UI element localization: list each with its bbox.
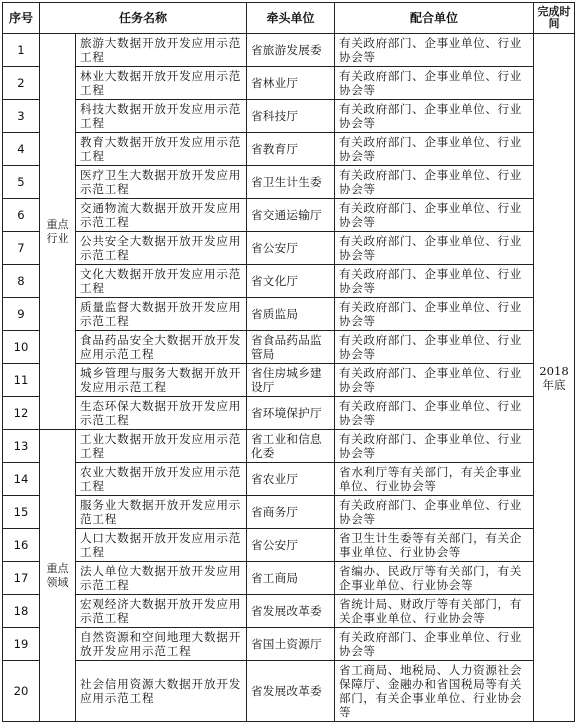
row-lead: 省教育厅 <box>247 133 335 166</box>
table-row <box>3 331 575 364</box>
row-no: 14 <box>3 463 40 496</box>
row-coop: 有关政府部门、企事业单位、行业协会等 <box>335 265 534 298</box>
row-coop: 有关政府部门、企事业单位、行业协会等 <box>335 199 534 232</box>
row-lead: 省国土资源厅 <box>247 628 335 661</box>
header-task: 任务名称 <box>40 3 247 34</box>
header-lead: 牵头单位 <box>247 3 335 34</box>
row-task: 农业大数据开放开发应用示范工程 <box>76 463 247 496</box>
table-row <box>3 397 575 430</box>
row-lead: 省环境保护厅 <box>247 397 335 430</box>
task-table <box>2 2 575 722</box>
row-no: 9 <box>3 298 40 331</box>
table-row <box>3 463 575 496</box>
table-row <box>3 100 575 133</box>
table-row <box>3 364 575 397</box>
row-task: 旅游大数据开放开发应用示范工程 <box>76 34 247 67</box>
row-task: 社会信用资源大数据开放开发应用示范工程 <box>76 661 247 722</box>
table-row <box>3 166 575 199</box>
row-no: 8 <box>3 265 40 298</box>
row-task: 自然资源和空间地理大数据开放开发应用示范工程 <box>76 628 247 661</box>
row-task: 林业大数据开放开发应用示范工程 <box>76 67 247 100</box>
row-lead: 省发展改革委 <box>247 661 335 722</box>
row-coop: 有关政府部门、企事业单位、行业协会等 <box>335 331 534 364</box>
row-no: 15 <box>3 496 40 529</box>
table-row <box>3 430 575 463</box>
row-no: 7 <box>3 232 40 265</box>
row-lead: 省公安厅 <box>247 529 335 562</box>
row-task: 公共安全大数据开放开发应用示范工程 <box>76 232 247 265</box>
row-task: 工业大数据开放开发应用示范工程 <box>76 430 247 463</box>
row-no: 12 <box>3 397 40 430</box>
header-no: 序号 <box>3 3 40 34</box>
row-task: 法人单位大数据开放开发应用示范工程 <box>76 562 247 595</box>
row-lead: 省发展改革委 <box>247 595 335 628</box>
row-task: 医疗卫生大数据开放开发应用示范工程 <box>76 166 247 199</box>
row-coop: 省编办、民政厅等有关部门，有关企事业单位、行业协会等 <box>335 562 534 595</box>
row-lead: 省文化厅 <box>247 265 335 298</box>
row-no: 3 <box>3 100 40 133</box>
table-row <box>3 265 575 298</box>
row-coop: 省水利厅等有关部门，有关企事业单位、行业协会等 <box>335 463 534 496</box>
row-coop: 有关政府部门、企事业单位、行业协会等 <box>335 628 534 661</box>
row-lead: 省科技厅 <box>247 100 335 133</box>
row-lead: 省工商局 <box>247 562 335 595</box>
row-lead: 省住房城乡建设厅 <box>247 364 335 397</box>
row-no: 20 <box>3 661 40 722</box>
header-time: 完成时间 <box>534 3 575 34</box>
row-coop: 有关政府部门、企事业单位、行业协会等 <box>335 100 534 133</box>
row-lead: 省林业厅 <box>247 67 335 100</box>
table-container <box>2 2 575 722</box>
row-coop: 有关政府部门、企事业单位、行业协会等 <box>335 232 534 265</box>
row-lead: 省质监局 <box>247 298 335 331</box>
row-coop: 有关政府部门、企事业单位、行业协会等 <box>335 496 534 529</box>
table-row <box>3 529 575 562</box>
group-label: 重点领域 <box>40 430 76 722</box>
row-task: 质量监督大数据开放开发应用示范工程 <box>76 298 247 331</box>
row-lead: 省工业和信息化委 <box>247 430 335 463</box>
row-no: 17 <box>3 562 40 595</box>
table-row <box>3 232 575 265</box>
row-task: 科技大数据开放开发应用示范工程 <box>76 100 247 133</box>
row-coop: 有关政府部门、企事业单位、行业协会等 <box>335 67 534 100</box>
row-task: 食品药品安全大数据开放开发应用示范工程 <box>76 331 247 364</box>
table-row <box>3 562 575 595</box>
row-coop: 省卫生计生委等有关部门，有关企事业单位、行业协会等 <box>335 529 534 562</box>
row-no: 6 <box>3 199 40 232</box>
row-coop: 有关政府部门、企事业单位、行业协会等 <box>335 133 534 166</box>
header-coop: 配合单位 <box>335 3 534 34</box>
row-lead: 省食品药品监管局 <box>247 331 335 364</box>
row-task: 生态环保大数据开放开发应用示范工程 <box>76 397 247 430</box>
row-lead: 省农业厅 <box>247 463 335 496</box>
row-task: 宏观经济大数据开放开发应用示范工程 <box>76 595 247 628</box>
row-no: 1 <box>3 34 40 67</box>
row-coop: 有关政府部门、企事业单位、行业协会等 <box>335 364 534 397</box>
table-row <box>3 661 575 722</box>
row-coop: 有关政府部门、企事业单位、行业协会等 <box>335 166 534 199</box>
row-coop: 有关政府部门、企事业单位、行业协会等 <box>335 397 534 430</box>
table-row <box>3 298 575 331</box>
row-no: 5 <box>3 166 40 199</box>
row-coop: 省工商局、地税局、人力资源社会保障厅、金融办和省国税局等有关部门，有关企事业单位、行业协会等 <box>335 661 534 722</box>
row-no: 18 <box>3 595 40 628</box>
row-coop: 有关政府部门、企事业单位、行业协会等 <box>335 298 534 331</box>
table-row <box>3 133 575 166</box>
table-row <box>3 595 575 628</box>
table-row <box>3 496 575 529</box>
row-no: 16 <box>3 529 40 562</box>
row-task: 人口大数据开放开发应用示范工程 <box>76 529 247 562</box>
row-lead: 省卫生计生委 <box>247 166 335 199</box>
group-label: 重点行业 <box>40 34 76 430</box>
row-no: 13 <box>3 430 40 463</box>
row-no: 4 <box>3 133 40 166</box>
row-coop: 有关政府部门、企事业单位、行业协会等 <box>335 430 534 463</box>
row-no: 10 <box>3 331 40 364</box>
completion-time: 2018年底 <box>534 34 575 722</box>
row-coop: 省统计局、财政厅等有关部门，有关企事业单位、行业协会等 <box>335 595 534 628</box>
row-task: 教育大数据开放开发应用示范工程 <box>76 133 247 166</box>
row-task: 文化大数据开放开发应用示范工程 <box>76 265 247 298</box>
row-lead: 省商务厅 <box>247 496 335 529</box>
row-no: 2 <box>3 67 40 100</box>
table-row <box>3 628 575 661</box>
row-task: 交通物流大数据开放开发应用示范工程 <box>76 199 247 232</box>
row-coop: 有关政府部门、企事业单位、行业协会等 <box>335 34 534 67</box>
table-row <box>3 67 575 100</box>
table-row <box>3 34 575 67</box>
row-lead: 省旅游发展委 <box>247 34 335 67</box>
table-row <box>3 199 575 232</box>
row-lead: 省公安厅 <box>247 232 335 265</box>
row-task: 服务业大数据开放开发应用示范工程 <box>76 496 247 529</box>
row-task: 城乡管理与服务大数据开放开发应用示范工程 <box>76 364 247 397</box>
row-no: 19 <box>3 628 40 661</box>
header-row <box>3 3 575 34</box>
row-lead: 省交通运输厅 <box>247 199 335 232</box>
row-no: 11 <box>3 364 40 397</box>
